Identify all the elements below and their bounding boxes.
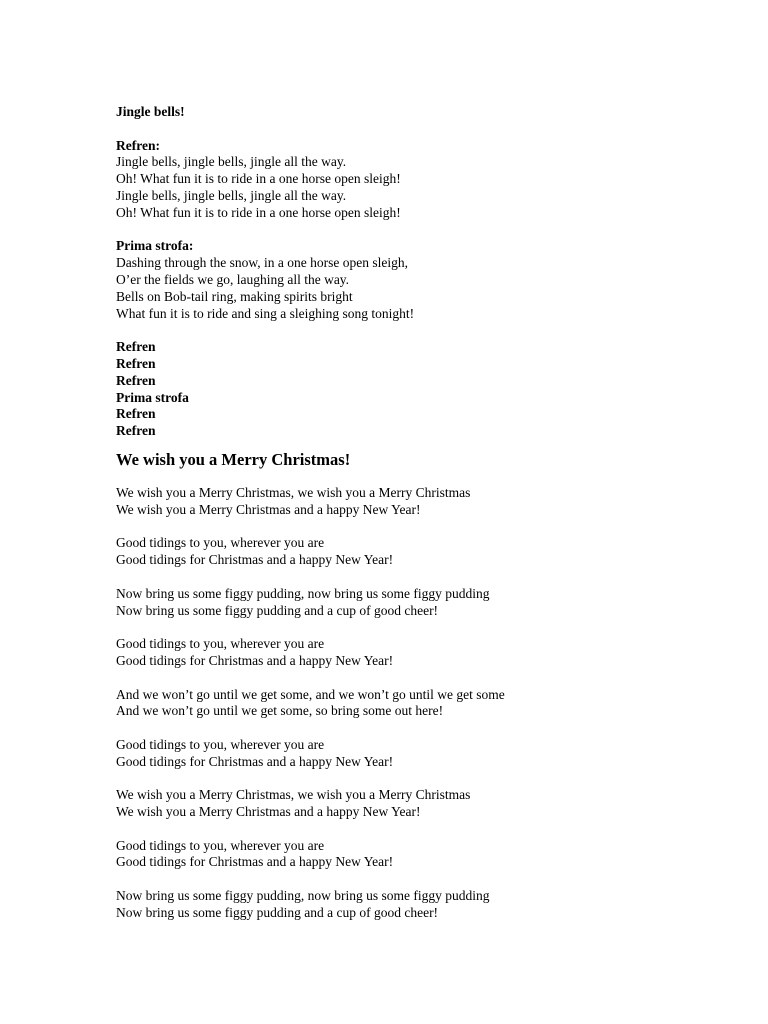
stanza [116, 485, 736, 519]
stanza [116, 888, 736, 922]
refrain-line: Oh! What fun it is to ride in a one horse open sleigh! [116, 171, 401, 187]
stanza-line: We wish you a Merry Christmas and a happy New Year! [116, 804, 421, 820]
order-item: Prima strofa [116, 389, 189, 405]
stanza [116, 787, 736, 821]
spacer [116, 322, 736, 339]
stanza-line: Good tidings for Christmas and a happy New Year! [116, 652, 394, 668]
spacer [116, 222, 736, 239]
stanza [116, 687, 736, 721]
stanza-line: We wish you a Merry Christmas, we wish you a Merry Christmas [116, 484, 471, 500]
order-item: Refren [116, 372, 156, 388]
stanza-line: And we won’t go until we get some, and we won’t go until we get some [116, 686, 505, 702]
refrain-line: Jingle bells, jingle bells, jingle all the way. [116, 187, 347, 203]
stanza-line: Good tidings to you, wherever you are [116, 535, 325, 551]
refrain-line: Oh! What fun it is to ride in a one horse open sleigh! [116, 204, 401, 220]
stanza-line: Now bring us some figgy pudding and a cup of good cheer! [116, 904, 439, 920]
verse-line: What fun it is to ride and sing a sleighing song tonight! [116, 305, 415, 321]
stanza-line: And we won’t go until we get some, so bring some out here! [116, 703, 444, 719]
verse-line: Bells on Bob-tail ring, making spirits bright [116, 288, 353, 304]
stanza-line: Good tidings for Christmas and a happy New Year! [116, 552, 394, 568]
stanza-line: Good tidings for Christmas and a happy New Year! [116, 854, 394, 870]
refrain-line: Jingle bells, jingle bells, jingle all the way. [116, 154, 347, 170]
refrain-label: Refren: [116, 137, 160, 153]
stanza-line: Good tidings to you, wherever you are [116, 837, 325, 853]
stanza-line: Good tidings to you, wherever you are [116, 736, 325, 752]
verse-label: Prima strofa: [116, 238, 194, 254]
stanza [116, 737, 736, 771]
stanza-line: Good tidings for Christmas and a happy New Year! [116, 753, 394, 769]
spacer [116, 121, 736, 138]
stanza-line: Good tidings to you, wherever you are [116, 636, 325, 652]
song2-title: We wish you a Merry Christmas! [116, 449, 351, 469]
verse-line: Dashing through the snow, in a one horse open sleigh, [116, 255, 408, 271]
stanza-line: Now bring us some figgy pudding, now bring us some figgy pudding [116, 888, 490, 904]
stanza-line: Now bring us some figgy pudding and a cup of good cheer! [116, 602, 439, 618]
order-item: Refren [116, 423, 156, 439]
order-item: Refren [116, 355, 156, 371]
document-page [116, 104, 736, 922]
order-item: Refren [116, 339, 156, 355]
stanza-line: Now bring us some figgy pudding, now bring us some figgy pudding [116, 585, 490, 601]
stanza [116, 535, 736, 569]
stanza [116, 636, 736, 670]
verse-line: O’er the fields we go, laughing all the way. [116, 271, 350, 287]
song1-title: Jingle bells! [116, 104, 185, 119]
stanza [116, 586, 736, 620]
stanza-line: We wish you a Merry Christmas, we wish you a Merry Christmas [116, 787, 471, 803]
order-item: Refren [116, 406, 156, 422]
stanza [116, 838, 736, 872]
stanza-line: We wish you a Merry Christmas and a happy New Year! [116, 501, 421, 517]
